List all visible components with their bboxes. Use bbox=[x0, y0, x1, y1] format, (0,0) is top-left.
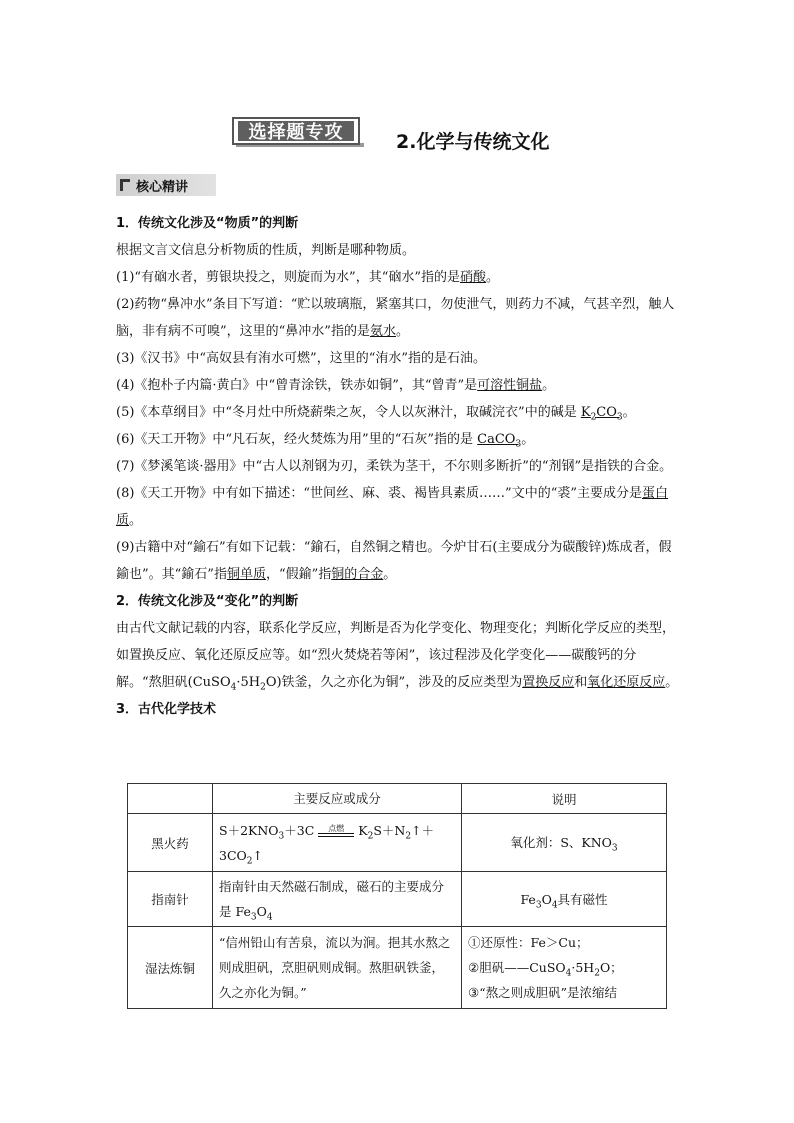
table-row bbox=[128, 872, 667, 927]
item-5: (5)《本草纲目》中“冬月灶中所烧薪柴之灰，令人以灰淋汁，取碱浣衣”中的碱是 $K_2CO_3$。 bbox=[116, 405, 636, 423]
component-cell: “信州铅山有苦泉，流以为涧。挹其水熬之则成胆矾，烹胆矾则成铜。熬胆矾铁釜，久之亦化为铜。” bbox=[213, 927, 462, 1009]
part2-heading: 2．传统文化涉及“变化”的判断 bbox=[116, 594, 299, 609]
row-name: 指南针 bbox=[128, 872, 213, 927]
table-header-cell: 说明 bbox=[462, 784, 667, 814]
table-row bbox=[128, 814, 667, 872]
item-6: (6)《天工开物》中“凡石灰，经火焚炼为用”里的“石灰”指的是 CaCO$_3$。 bbox=[116, 432, 535, 450]
table-header-cell: 主要反应或成分 bbox=[213, 784, 462, 814]
item-4: (4)《抱朴子内篇·黄白》中“曾青涂铁，铁赤如铜”，其“曾青”是可溶性铜盐。 bbox=[116, 378, 556, 393]
section-heading-bar bbox=[116, 174, 216, 196]
topic-tag-label: 选择题专攻 bbox=[238, 121, 354, 141]
table-row bbox=[128, 927, 667, 1009]
ancient-tech-table bbox=[127, 783, 667, 1009]
table-header-cell bbox=[128, 784, 213, 814]
topic-tag bbox=[232, 117, 360, 145]
item-3: (3)《汉书》中“高奴县有洧水可燃”，这里的“洧水”指的是石油。 bbox=[116, 351, 486, 366]
part3-heading: 3．古代化学技术 bbox=[116, 702, 217, 717]
section-heading-label: 核心精讲 bbox=[136, 179, 189, 195]
note-cell: 氧化剂：S、$KNO_3$ bbox=[462, 814, 667, 872]
document-title: 2.化学与传统文化 bbox=[396, 131, 550, 153]
item-2: (2)药物“鼻冲水”条目下写道：“贮以玻璃瓶，紧塞其口，勿使泄气，则药力不减，气甚辛烈，触人脑，非有病不可嗅”，这里的“鼻冲水”指的是氨水。 bbox=[116, 297, 675, 339]
component-cell: 指南针由天然磁石制成，磁石的主要成分是 $Fe_3O_4$ bbox=[213, 872, 462, 927]
part2-text: 由古代文献记载的内容，联系化学反应，判断是否为化学变化、物理变化；判断化学反应的类型，如置换反应、氧化还原反应等。如“烈火焚烧若等闲”，该过程涉及化学变化——碳酸钙的分解。“熬胆矾$(CuSO_4\cdot 5H_2O)$铁釜，久之亦化为铜”，涉及的反应类型为置换反应和氧化还原反应。 bbox=[116, 621, 679, 693]
page-header bbox=[0, 117, 794, 157]
reaction-condition-arrow: 点燃 bbox=[318, 825, 354, 837]
item-1: (1)“有硇水者，剪银块投之，则旋而为水”，其“硇水”指的是硝酸。 bbox=[116, 270, 500, 285]
note-cell: $Fe_3O_4$具有磁性 bbox=[462, 872, 667, 927]
part1-heading: 1．传统文化涉及“物质”的判断 bbox=[116, 216, 299, 231]
item-7: (7)《梦溪笔谈·器用》中“古人以剂钢为刃，柔铁为茎干，不尔则多断折”的“剂钢”是指铁的合金。 bbox=[116, 459, 673, 474]
row-name: 黑火药 bbox=[128, 814, 213, 872]
part1-intro: 根据文言文信息分析物质的性质，判断是哪种物质。 bbox=[116, 243, 416, 258]
note-cell: ①还原性：Fe＞Cu； ②胆矾$——CuSO_4\cdot 5H_2O$； ③“熬之则成胆矾”是浓缩结 bbox=[462, 927, 667, 1009]
section-bracket-icon bbox=[120, 179, 130, 191]
reaction-cell: $S+2KNO_3+3C$ 点燃 $K_2S+N_2↑+$ $3CO_2↑$ bbox=[213, 814, 462, 872]
item-8: (8)《天工开物》中有如下描述：“世间丝、麻、裘、褐皆具素质……”文中的“裘”主要成分是蛋白质。 bbox=[116, 486, 669, 528]
table-header-row bbox=[128, 784, 667, 814]
row-name: 湿法炼铜 bbox=[128, 927, 213, 1009]
document-body bbox=[116, 210, 680, 723]
item-9: (9)古籍中对“鍮石”有如下记载：“鍮石，自然铜之精也。今炉甘石(主要成分为碳酸锌)炼成者，假鍮也”。其“鍮石”指铜单质，“假鍮”指铜的合金。 bbox=[116, 540, 672, 582]
